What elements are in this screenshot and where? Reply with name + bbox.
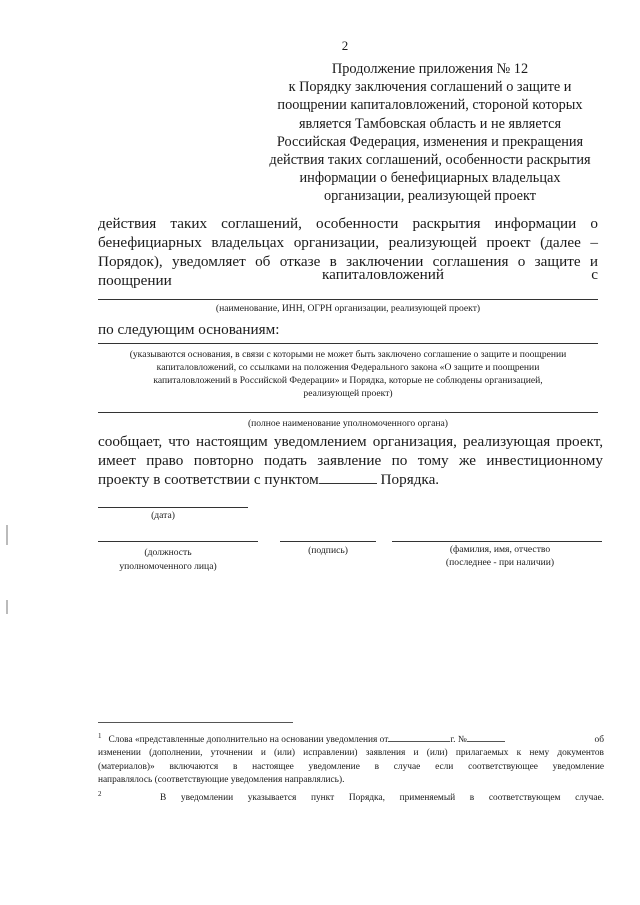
caption-date: (дата) xyxy=(151,510,175,521)
authority-fill-line xyxy=(98,412,598,413)
organization-fill-line xyxy=(98,299,598,300)
caption-full-name xyxy=(400,543,600,569)
paragraph-line: действия таких соглашений, особенности раскрытия информации о xyxy=(98,215,598,232)
footnote-line: (материалов)» включаются в настоящее уведомление в случае если соответствующее уведомление xyxy=(98,761,604,772)
paragraph-text: Порядка. xyxy=(376,471,440,488)
footnote-text: об xyxy=(594,735,604,746)
footnote-line: изменении (дополнении, уточнении и (или) исправлении) заявления и (или) прилагаемых к нему документов xyxy=(98,748,604,759)
caption-line: капиталовложений, со ссылками на положения Федерального закона «О защите и поощрении xyxy=(156,362,540,373)
number-blank xyxy=(467,732,505,742)
paragraph-2 xyxy=(98,432,603,489)
footnote-marker: 1 xyxy=(98,732,102,740)
paragraph-1 xyxy=(98,214,598,290)
caption-line: реализующей проект) xyxy=(303,388,393,399)
header-line: поощрении капиталовложений, стороной которых xyxy=(277,97,583,114)
footnote-line: направлялось (соответствующие уведомления направлялись). xyxy=(98,774,345,785)
header-line: действия таких соглашений, особенности раскрытия xyxy=(269,152,591,169)
caption-line: уполномоченного лица) xyxy=(119,561,217,572)
footnote-2 xyxy=(98,788,604,805)
paragraph-last-line xyxy=(98,470,603,489)
signature-line xyxy=(280,541,376,542)
footnote-text: г. № xyxy=(450,735,467,746)
footnote-marker: 2 xyxy=(98,790,102,798)
caption-line: (фамилия, имя, отчество xyxy=(449,544,551,555)
clause-number-blank xyxy=(319,470,377,484)
appendix-header xyxy=(255,60,605,206)
caption-reasons xyxy=(92,348,604,400)
caption-line: капиталовложений в Российской Федерации» и Порядка, которые не соблюдены организацией, xyxy=(153,375,543,386)
scan-mark xyxy=(6,525,8,545)
caption-line: (должность xyxy=(144,547,192,558)
footnote-line xyxy=(98,730,604,747)
header-line: Продолжение приложения № 12 xyxy=(331,61,529,77)
paragraph-text: проекту в соответствии с пунктом xyxy=(98,471,319,488)
date-blank xyxy=(388,732,450,742)
caption-organization: (наименование, ИНН, ОГРН организации, реализующей проект) xyxy=(215,303,481,314)
header-line: является Тамбовская область и не является xyxy=(298,115,562,132)
paragraph-word: с xyxy=(591,266,598,283)
paragraph-line: сообщает, что настоящим уведомлением организация, реализующая проект, xyxy=(98,433,603,450)
reasons-label: по следующим основаниям: xyxy=(98,321,280,338)
page-number: 2 xyxy=(341,38,349,53)
caption-position xyxy=(98,546,238,574)
paragraph-line: бенефициарных владельцах организации, реализующей проект (далее – xyxy=(98,234,598,251)
footnote-text: В уведомлении указывается пункт Порядка, применяемый в соответствующем случае. xyxy=(160,793,605,804)
caption-line: (последнее - при наличии) xyxy=(445,557,555,568)
paragraph-word: капиталовложений xyxy=(322,266,444,283)
scan-mark xyxy=(6,600,8,614)
footnote-text: Слова «представленные дополнительно на основании уведомления от xyxy=(108,735,389,746)
header-line: к Порядку заключения соглашений о защите и xyxy=(288,79,572,96)
date-line xyxy=(98,507,248,508)
caption-authority: (полное наименование уполномоченного органа) xyxy=(247,418,449,429)
reasons-fill-line xyxy=(98,343,598,344)
full-name-line xyxy=(392,541,602,542)
paragraph-word: поощрении xyxy=(98,272,172,289)
footnote-1 xyxy=(98,730,604,787)
header-line: организации, реализующей проект xyxy=(323,188,537,205)
header-line: Российская Федерация, изменения и прекращения xyxy=(276,133,584,150)
paragraph-line: Порядок), уведомляет об отказе в заключении соглашения о защите и xyxy=(98,253,598,270)
position-line xyxy=(98,541,258,542)
paragraph-line: имеет право повторно подать заявление по тому же инвестиционному xyxy=(98,452,603,469)
caption-line: (указываются основания, в связи с которыми не может быть заключено соглашение о защите и поощрении xyxy=(129,349,567,360)
header-line: информации о бенефициарных владельцах xyxy=(299,170,561,187)
caption-signature: (подпись) xyxy=(308,545,348,556)
footnote-separator xyxy=(98,722,293,723)
paragraph-last-line xyxy=(98,266,598,290)
